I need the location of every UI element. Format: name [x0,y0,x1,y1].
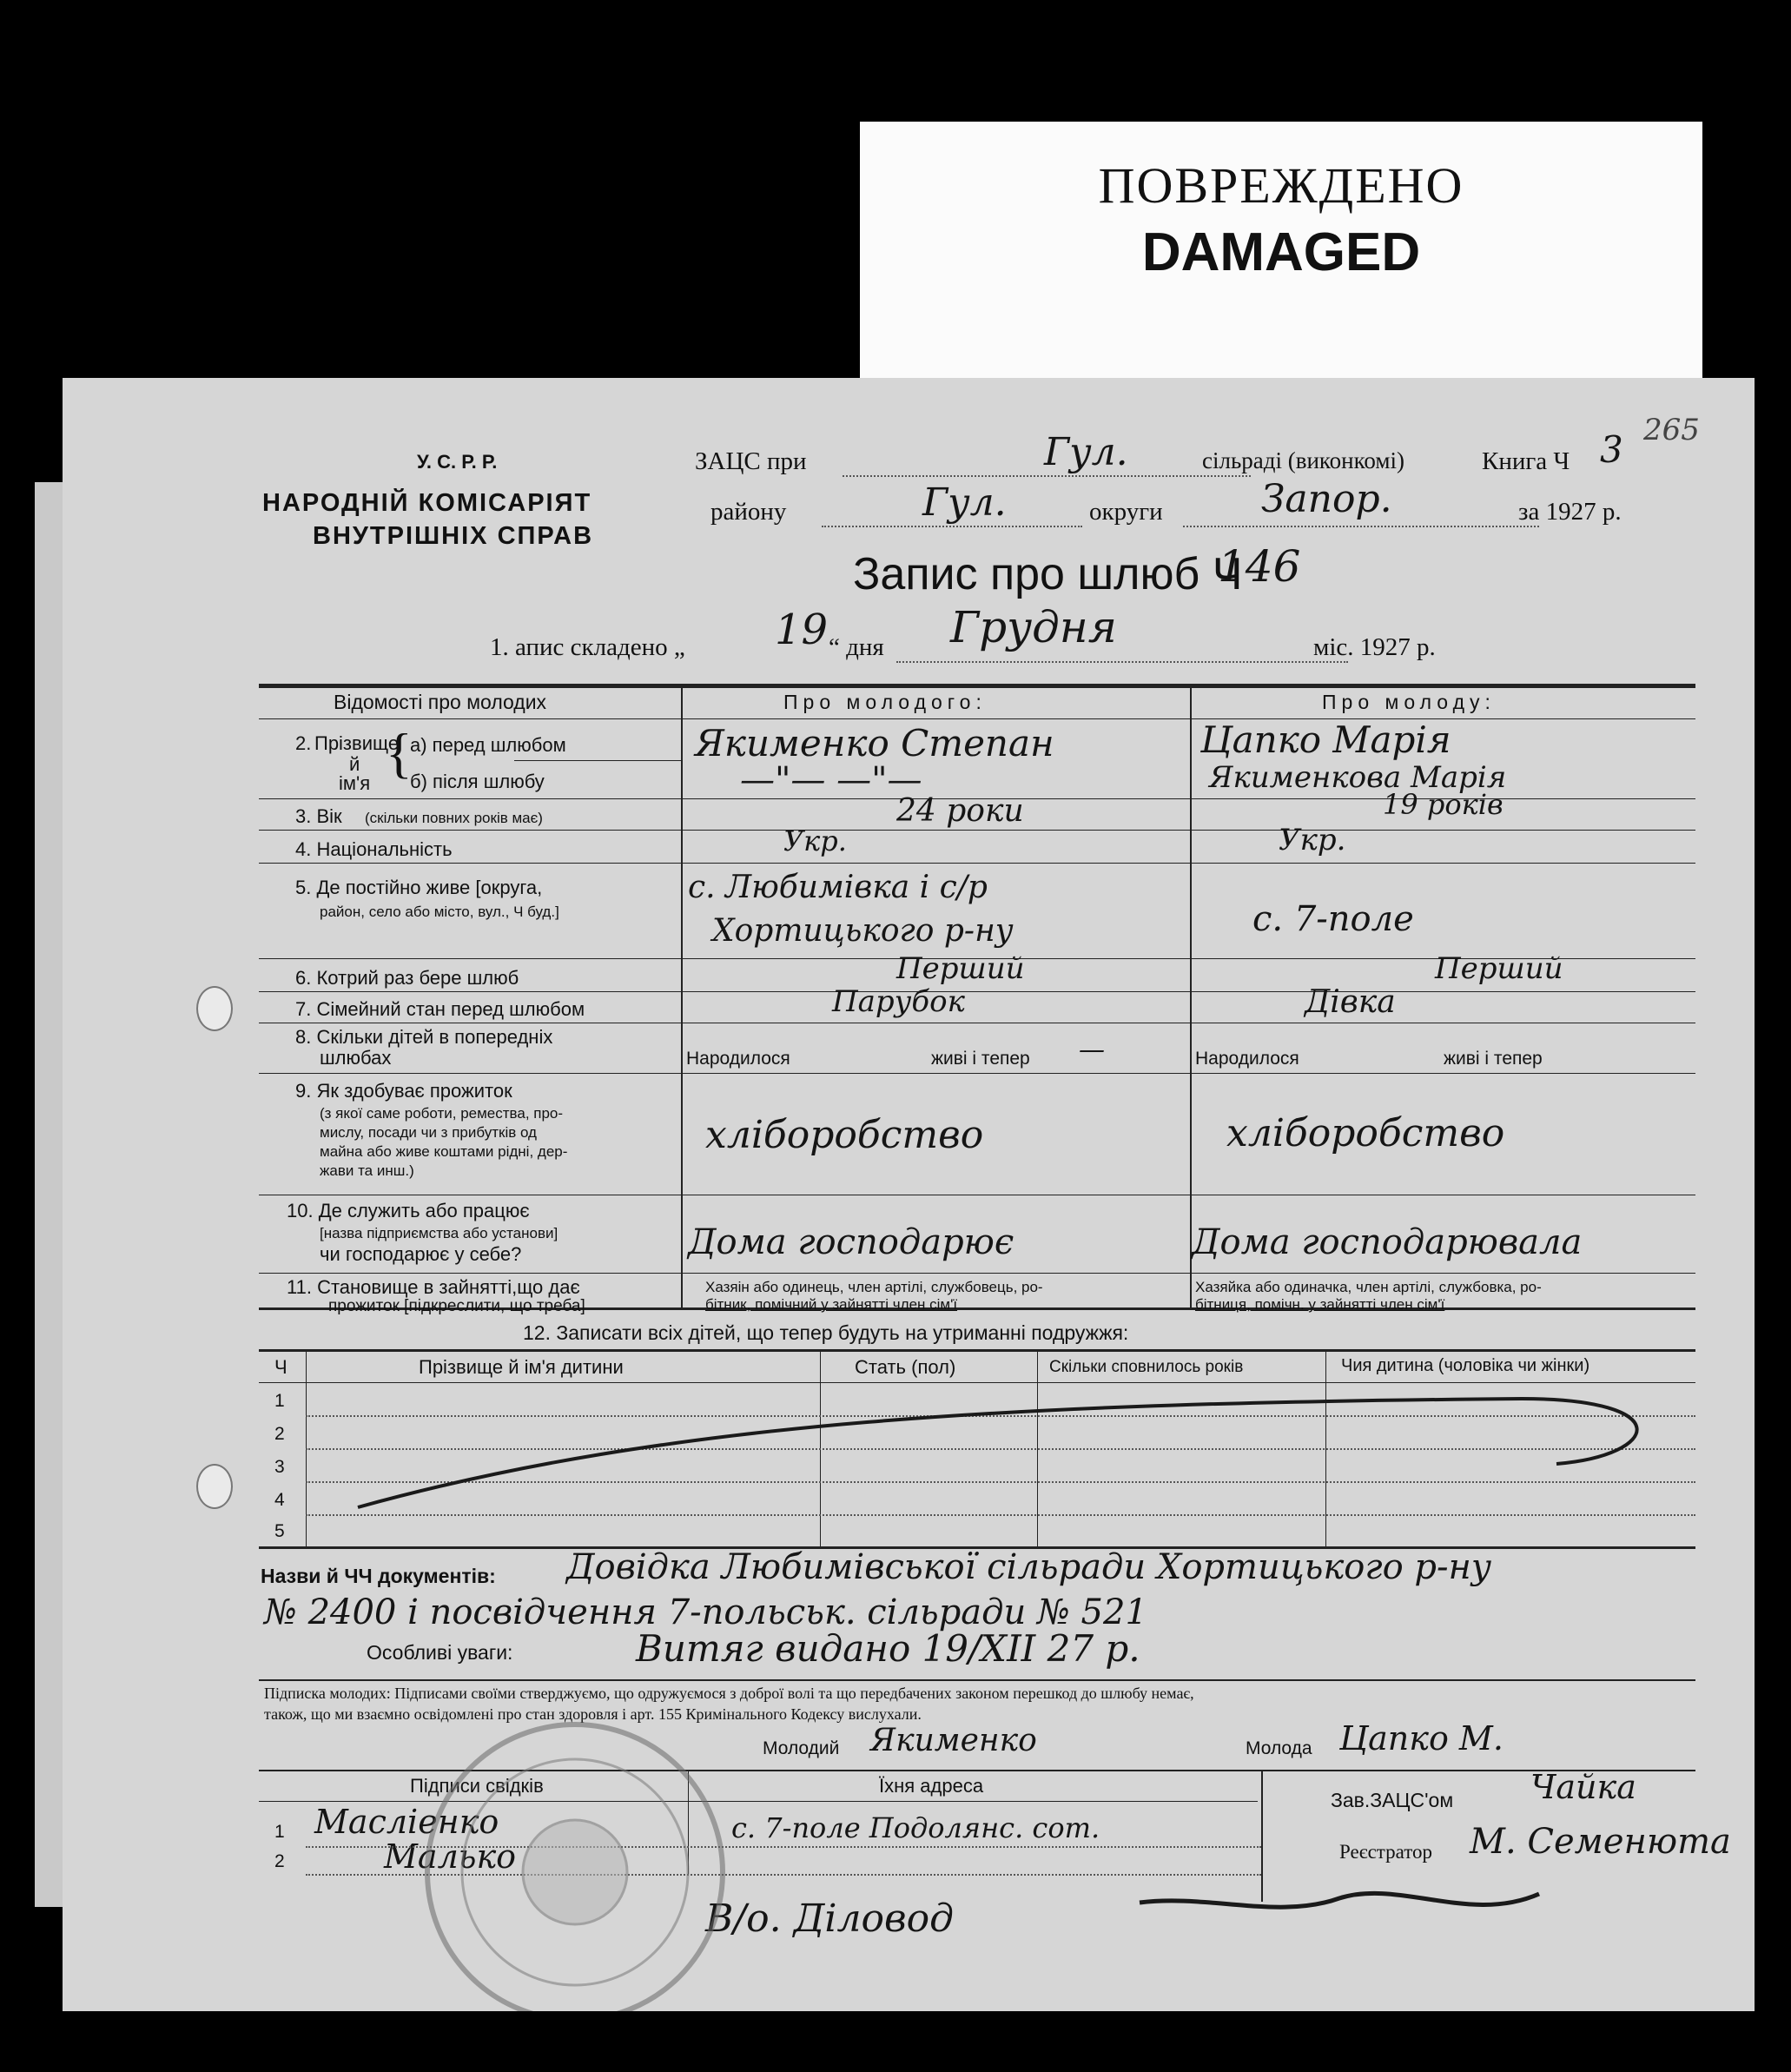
groom-surname-after: —"— —"— [740,760,922,800]
documents-handwritten-1: Довідка Любимівської сільради Хортицького р-ну [566,1547,1492,1587]
marriage-record-sheet [63,378,1755,2011]
groom-times: Перший [896,951,1025,986]
bride-surname-after: Якименкова Марія [1209,760,1507,795]
groom-status: Парубок [832,984,965,1019]
day-label: “ дня [829,633,884,661]
ussr-label: У. С. Р. Р. [417,451,498,473]
district-handwritten: Гул. [922,480,1007,525]
zags-at-handwritten: Гул. [1044,430,1128,474]
row9-sublabel-1: (з якої саме роботи, ремества, про- [320,1105,564,1122]
district-label: району [710,498,787,526]
corner-number-handwritten: 265 [1643,413,1700,447]
clerk-signature-text: В/о. Діловод [705,1897,954,1941]
damaged-label-card [860,122,1702,400]
groom-occupation: хліборобство [705,1113,984,1157]
row2-surname: Прізвище [314,732,400,754]
registrar-label: Реєстратор [1339,1841,1432,1863]
row3-label: 3. Вік [295,805,342,827]
row5-label: 5. Де постійно живе [округа, [295,877,543,898]
bride-status: Дівка [1305,984,1396,1020]
damaged-label-en: DAMAGED [1141,222,1421,282]
row2-brace: { [386,722,413,784]
children-col-sex: Стать (пол) [855,1356,956,1378]
children-row-num: 3 [274,1457,285,1477]
children-row-num: 2 [274,1424,285,1444]
head-col1: Відомості про молодих [334,691,547,713]
row8-sublabel: шлюбах [320,1047,392,1069]
official-stamp [427,1724,723,2011]
groom-alive-label: живі і тепер [931,1049,1030,1069]
groom-residence-2: Хортицького р-ну [712,913,1014,949]
record-title: Запис про шлюб Ч [853,549,1243,599]
witness-row-num: 1 [274,1822,285,1842]
damaged-label-ru: ПОВРЕЖДЕНО [1098,157,1464,214]
children-col-num: Ч [274,1356,287,1378]
row8-label: 8. Скільки дітей в попередніх [295,1026,553,1048]
row2-after-label: б) після шлюбу [410,771,545,792]
bride-nationality: Укр. [1279,823,1346,857]
witness-row-num: 2 [274,1851,285,1871]
witness-address: с. 7-поле Подолянс. сот. [731,1811,1100,1844]
groom-age: 24 роки [896,793,1024,829]
commissariat-line2: ВНУТРІШНІХ СПРАВ [313,522,594,550]
row9-sublabel-4: жави та инш.) [320,1162,414,1179]
groom-children-alive: — [1079,1035,1105,1065]
row2-num: 2. [295,732,312,754]
groom-signature-label: Молодий [763,1738,840,1758]
row11-label: 11. Становище в зайнятті,що дає [287,1276,580,1298]
compiled-label: 1. апис складено „ [490,633,685,661]
row6-label: 6. Котрий раз бере шлюб [295,967,519,989]
bride-work: Дома господарювала [1192,1222,1583,1262]
remarks-label: Особливі уваги: [367,1641,513,1664]
commissariat-line1: НАРОДНІЙ КОМІСАРІЯТ [262,489,592,517]
groom-born-label: Народилося [686,1049,790,1069]
bride-born-label: Народилося [1195,1049,1299,1069]
bride-surname-before: Цапко Марія [1200,718,1451,761]
children-col-age: Скільки сповнилось років [1049,1358,1244,1376]
witness-1-signature: Масліенко [314,1803,499,1841]
okruha-handwritten: Запор. [1261,477,1392,521]
groom-nationality: Укр. [783,824,847,857]
bride-employment-options-1: Хазяйка або одиначка, член артілі, службовка, ро- [1195,1279,1542,1295]
children-row-num: 5 [274,1521,285,1541]
book-label: Книга Ч [1482,447,1570,475]
row7-label: 7. Сімейний стан перед шлюбом [295,998,585,1020]
head-signature: Чайка [1530,1768,1636,1806]
registrar-signature: М. Семенюта [1470,1822,1731,1862]
year-label: за 1927 р. [1518,498,1622,526]
remarks-handwritten: Витяг видано 19/XII 27 р. [636,1627,1140,1670]
book-number-handwritten: 3 [1600,428,1623,471]
groom-work: Дома господарює [688,1222,1014,1262]
cancel-stroke [358,1399,1637,1507]
bride-age: 19 років [1383,788,1504,821]
row5-sublabel: район, село або місто, вул., Ч буд.] [320,904,559,920]
row10-sublabel-1: [назва підприємства або установи] [320,1225,558,1241]
witness-2-signature: Малько [384,1837,517,1876]
bride-occupation: хліборобство [1226,1111,1505,1155]
bride-signature: Цапко М. [1339,1719,1504,1758]
month-label: міс. 1927 р. [1313,633,1436,661]
bride-residence: с. 7-поле [1252,899,1414,939]
groom-signature: Якименко [870,1723,1037,1758]
row9-sublabel-3: майна або живе коштами рідні, дер- [320,1143,568,1160]
row10-label: 10. Де служить або працює [287,1200,530,1221]
row2-before-label: а) перед шлюбом [410,734,566,756]
documents-label: Назви й ЧЧ документів: [261,1565,496,1587]
children-row-num: 1 [274,1391,285,1411]
groom-residence-1: с. Любимівка і с/р [688,870,988,905]
row9-sublabel-2: мислу, посади чи з прибутків од [320,1124,537,1141]
groom-surname-before: Якименко Степан [695,722,1054,765]
head-col2: Про молодого: [783,691,987,713]
row2-i: й [349,753,360,775]
children-title: 12. Записати всіх дітей, що тепер будуть на утриманні подружжя: [523,1321,1129,1344]
bride-employment-options-2: бітниця, помічн. у зайнятті член сім'ї [1195,1296,1445,1313]
pen-strokes-overlay [63,378,1755,2011]
bride-alive-label: живі і тепер [1444,1049,1543,1069]
head-label: Зав.ЗАЦС'ом [1331,1789,1454,1811]
village-council-label: сільраді (виконкомі) [1202,447,1404,473]
witnesses-label: Підписи свідків [410,1775,544,1797]
row4-label: 4. Національність [295,838,453,860]
children-col-name: Прізвище й ім'я дитини [419,1356,624,1378]
record-number-handwritten: 146 [1218,541,1301,592]
declaration-line-1: Підписка молодих: Підписами своїми стверджуємо, що одружуємося з доброї волі та що передбачених законом перешкод до шлюбу немає, [264,1685,1194,1702]
documents-handwritten-2: № 2400 і посвідчення 7-польськ. сільради № 521 [264,1592,1147,1632]
row9-label: 9. Як здобуває прожиток [295,1080,512,1102]
address-label: Їхня адреса [879,1775,984,1797]
row2-name: ім'я [339,772,371,794]
head-col3: Про молоду: [1322,691,1496,713]
zags-at-label: ЗАЦС при [695,447,807,475]
okruha-label: округи [1089,498,1163,526]
row11-sublabel: прожиток [підкреслити, що треба] [328,1297,585,1315]
children-col-whose: Чия дитина (чоловіка чи жінки) [1341,1356,1590,1375]
row10-sublabel-2: чи господарює у себе? [320,1243,522,1265]
bride-times: Перший [1435,951,1563,986]
day-handwritten: 19 [775,606,829,654]
clerk-signature-flourish [1140,1893,1539,1907]
groom-employment-options-2: бітник, помічний у зайнятті член сім'ї [705,1296,958,1313]
declaration-line-2: також, що ми взаємно освідомлені про стан здоровля і арт. 155 Кримінального Кодексу вислухали. [264,1705,922,1723]
children-row-num: 4 [274,1490,285,1510]
month-handwritten: Грудня [950,602,1117,652]
groom-employment-options-1: Хазяін або одинець, член артілі, службовець, ро- [705,1279,1043,1295]
row3-note: (скільки повних років має) [365,810,543,826]
bride-signature-label: Молода [1246,1738,1312,1758]
